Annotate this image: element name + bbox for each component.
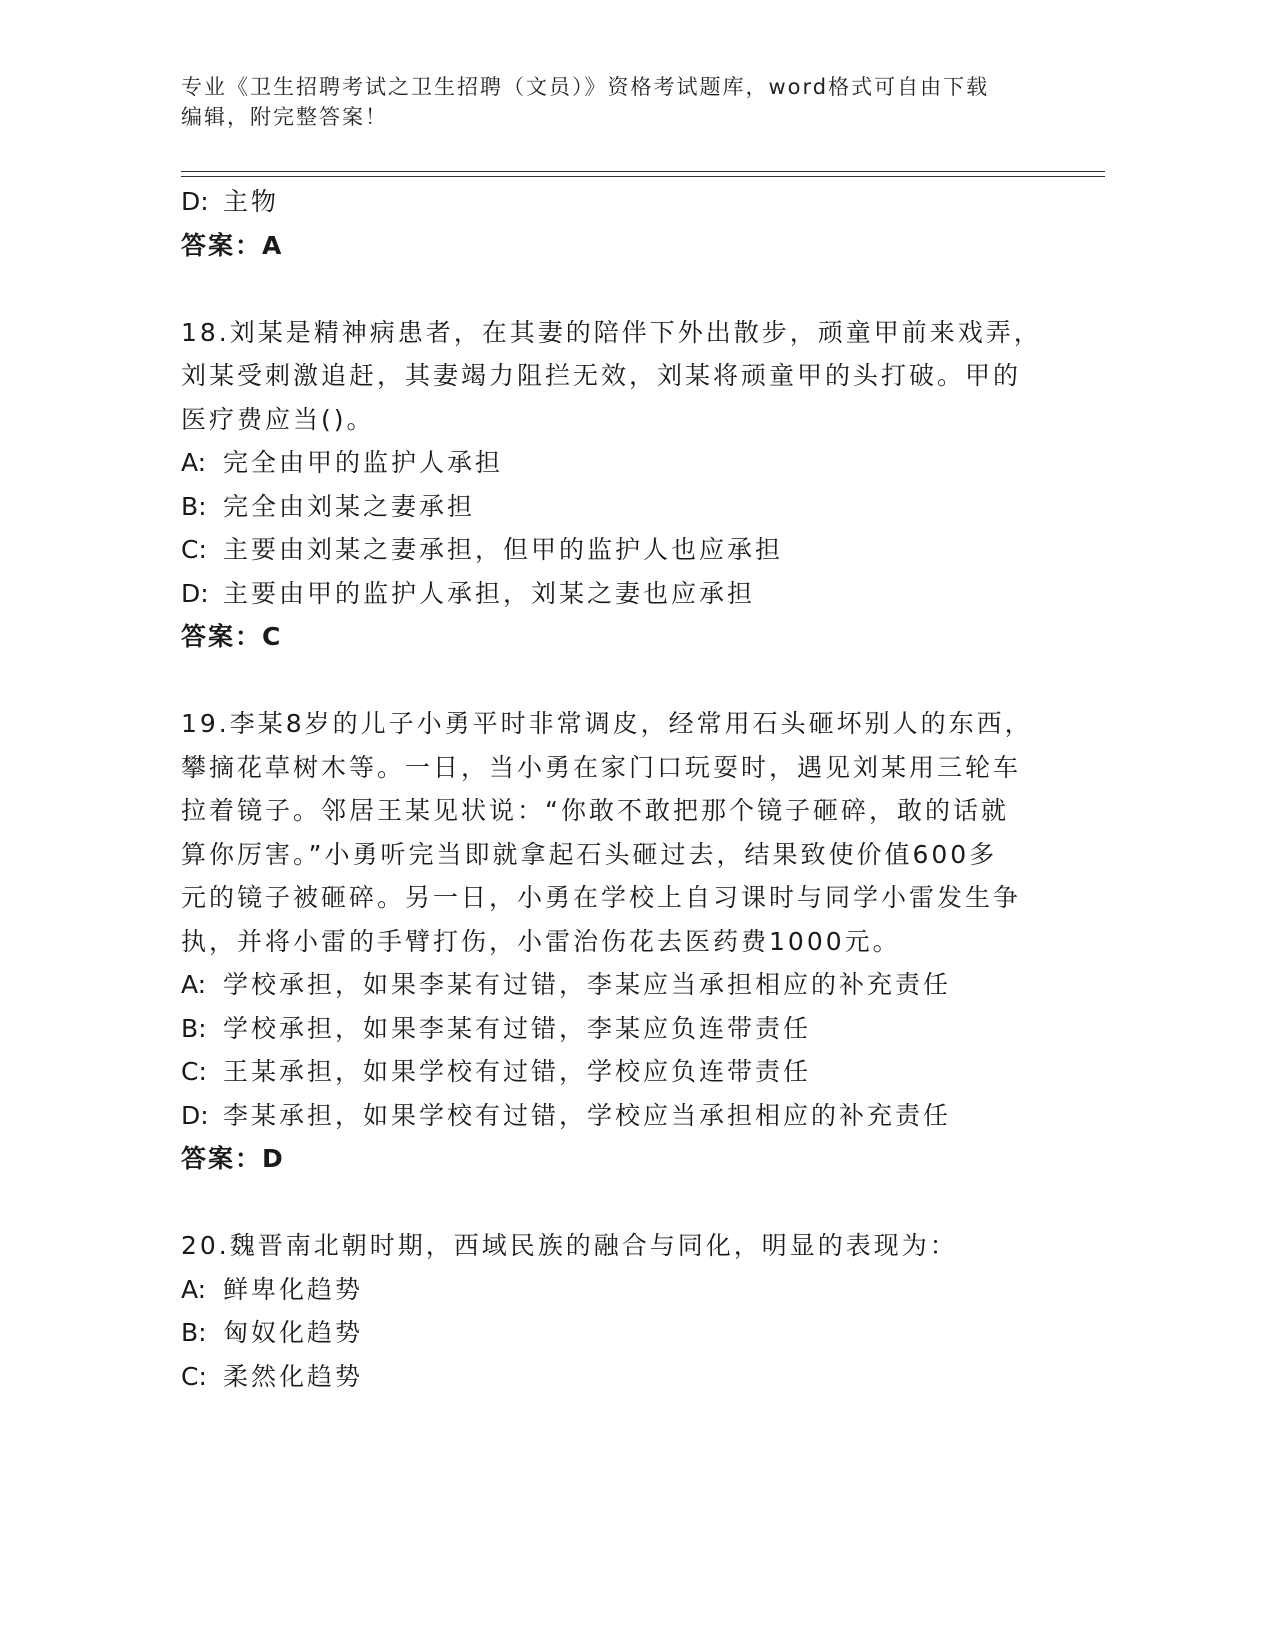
option-text: 柔然化趋势 <box>223 1361 364 1391</box>
question-text: 拉着镜子。邻居王某见状说：“你敢不敢把那个镜子砸碎，敢的话就 <box>181 796 1009 825</box>
question-text: 20.魏晋南北朝时期，西域民族的融合与同化，明显的表现为： <box>181 1231 958 1260</box>
option-key: C: <box>181 1361 207 1391</box>
question-text: 算你厉害。”小勇听完当即就拿起石头砸过去，结果致使价值600多 <box>181 839 998 869</box>
question-18 <box>181 311 1042 659</box>
option-key: A: <box>181 1274 207 1304</box>
prev-option-d <box>181 180 1021 224</box>
document-body <box>181 180 1042 1398</box>
option-d <box>181 1094 1021 1138</box>
option-key: B: <box>181 1318 207 1347</box>
question-text: 18.刘某是精神病患者，在其妻的陪伴下外出散步，顽童甲前来戏弄， <box>181 317 1042 347</box>
spacer <box>181 659 1021 703</box>
document-header <box>181 72 1041 132</box>
option-text: 李某承担，如果学校有过错，学校应当承担相应的补充责任 <box>223 1100 952 1130</box>
prev-answer: 答案：A <box>181 230 284 260</box>
option-text: 学校承担，如果李某有过错，李某应负连带责任 <box>223 1013 812 1043</box>
header-line-1: 专业《卫生招聘考试之卫生招聘（文员）》资格考试题库，word格式可自由下载 <box>181 75 990 99</box>
header-line-2: 编辑，附完整答案！ <box>181 105 388 129</box>
option-c <box>181 1355 1021 1399</box>
option-b <box>181 485 1021 529</box>
option-d <box>181 572 1021 616</box>
question-19 <box>181 702 1033 1181</box>
question-text: 元的镜子被砸碎。另一日，小勇在学校上自习课时与同学小雷发生争 <box>181 883 1022 912</box>
option-text: 完全由刘某之妻承担 <box>223 491 476 521</box>
option-c <box>181 1050 1021 1094</box>
option-key: D: <box>181 1100 209 1130</box>
option-text: 完全由甲的监护人承担 <box>223 448 504 477</box>
option-key: C: <box>181 535 207 564</box>
option-key: D: <box>181 187 209 216</box>
option-text: 主要由甲的监护人承担，刘某之妻也应承担 <box>223 578 756 608</box>
option-text: 学校承担，如果李某有过错，李某应当承担相应的补充责任 <box>223 970 952 999</box>
option-a <box>181 1268 1021 1312</box>
option-key: B: <box>181 1013 207 1043</box>
option-key: A: <box>181 448 207 477</box>
option-text: 匈奴化趋势 <box>223 1318 364 1347</box>
question-20 <box>181 1224 1021 1398</box>
answer: 答案：D <box>181 1144 285 1173</box>
option-text: 主物 <box>223 187 280 216</box>
option-a <box>181 963 1021 1007</box>
question-text: 医疗费应当()。 <box>181 404 375 434</box>
question-text: 攀摘花草树木等。一日，当小勇在家门口玩耍时，遇见刘某用三轮车 <box>181 752 1022 782</box>
option-b <box>181 1007 1021 1051</box>
option-b <box>181 1311 1021 1355</box>
option-text: 鲜卑化趋势 <box>223 1274 364 1304</box>
header-rule-top <box>181 171 1105 172</box>
option-key: B: <box>181 491 207 521</box>
option-text: 王某承担，如果学校有过错，学校应负连带责任 <box>223 1057 812 1086</box>
question-text: 19.李某8岁的儿子小勇平时非常调皮，经常用石头砸坏别人的东西， <box>181 709 1033 738</box>
spacer <box>181 1181 1021 1225</box>
spacer <box>181 267 1021 311</box>
option-key: D: <box>181 578 209 608</box>
option-key: C: <box>181 1057 207 1086</box>
answer: 答案：C <box>181 622 283 651</box>
option-text: 主要由刘某之妻承担，但甲的监护人也应承担 <box>223 535 784 564</box>
option-c <box>181 528 1021 572</box>
option-key: A: <box>181 970 207 999</box>
header-rule-bottom <box>181 176 1105 177</box>
question-text: 执，并将小雷的手臂打伤，小雷治伤花去医药费1000元。 <box>181 926 901 956</box>
option-a <box>181 441 1021 485</box>
question-text: 刘某受刺激追赶，其妻竭力阻拦无效，刘某将顽童甲的头打破。甲的 <box>181 361 1022 390</box>
